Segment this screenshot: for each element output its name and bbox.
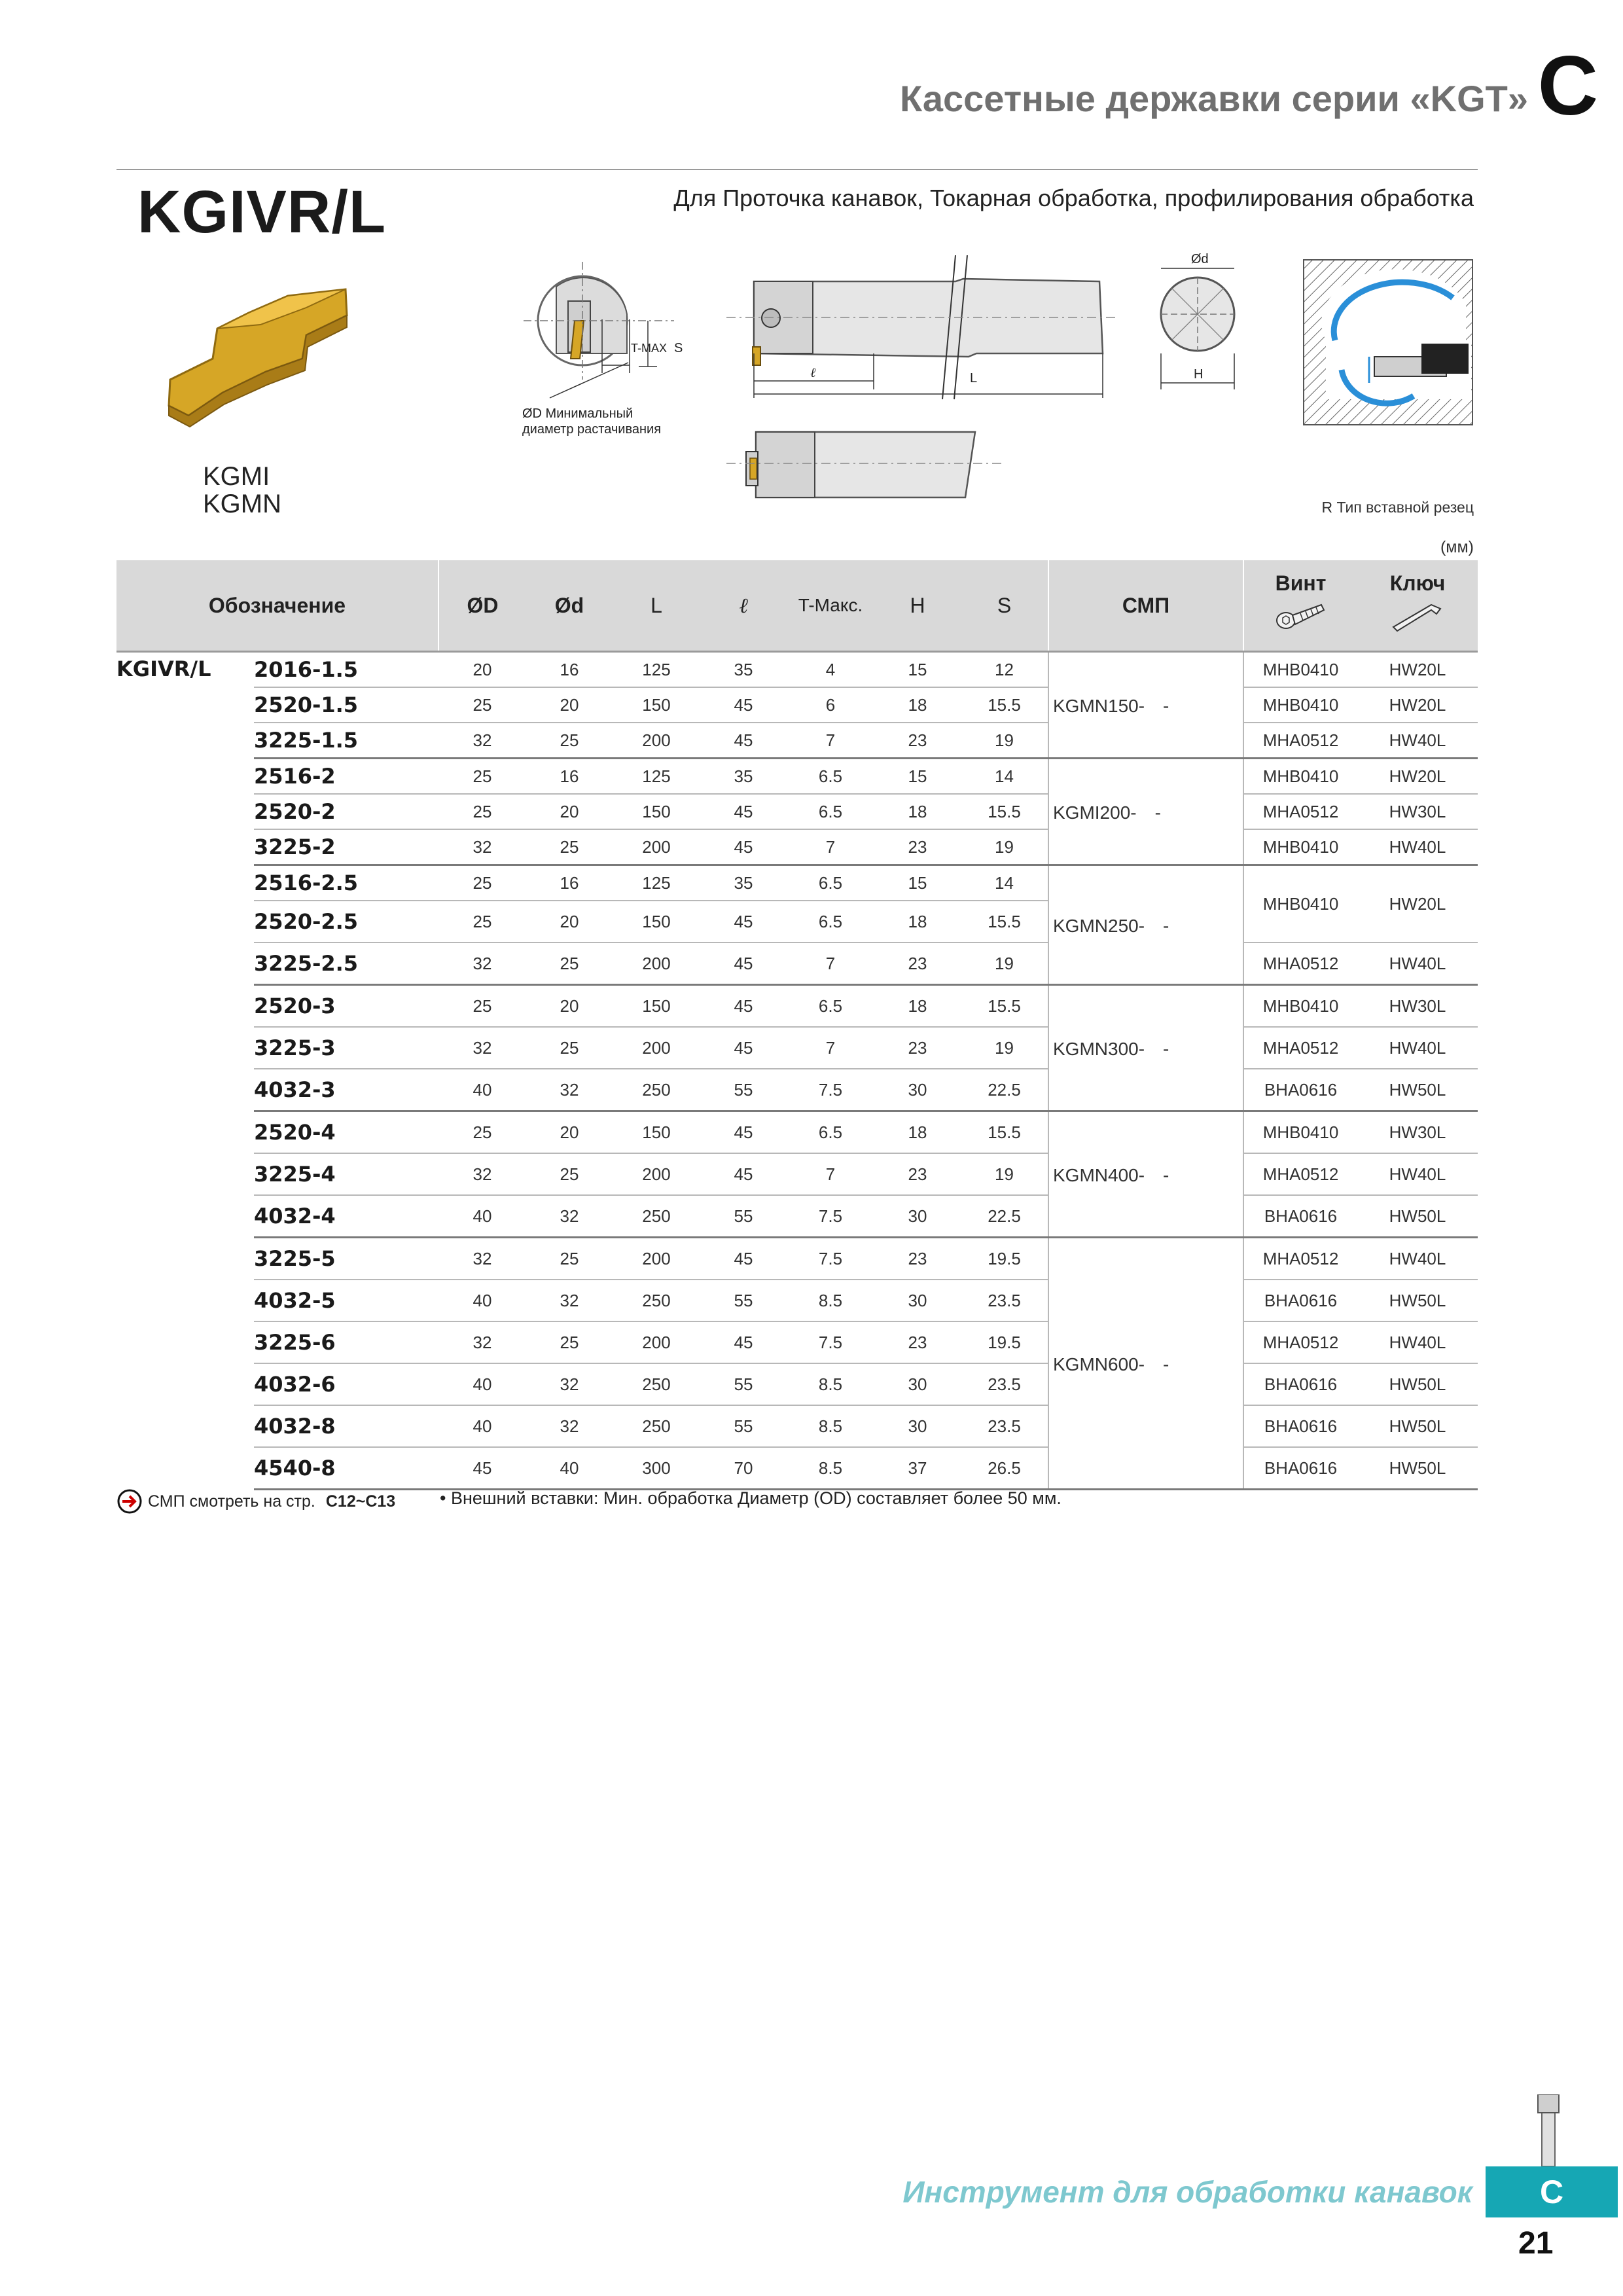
- cell-l: 35: [700, 759, 787, 795]
- cell-H: 23: [874, 1153, 961, 1195]
- cell-L: 250: [613, 1405, 700, 1447]
- cell-S: 19.5: [961, 1238, 1048, 1280]
- row-designation: 3225-5: [254, 1238, 438, 1280]
- cell-D: 32: [438, 1238, 526, 1280]
- cell-screw: MHB0410: [1243, 829, 1357, 865]
- r-type-note: R Тип вставной резец: [1321, 499, 1474, 516]
- row-designation: 2016-1.5: [254, 652, 438, 688]
- cell-H: 30: [874, 1363, 961, 1405]
- page-number: 21: [1518, 2226, 1554, 2261]
- d-label: Ød: [1191, 252, 1209, 266]
- col-header-d: Ød: [526, 560, 613, 652]
- cell-S: 19: [961, 942, 1048, 985]
- cell-L: 150: [613, 794, 700, 829]
- cell-key: HW50L: [1357, 1069, 1478, 1111]
- side-view-diagram: [726, 255, 1119, 406]
- insert-reference[interactable]: [116, 1488, 395, 1515]
- cell-H: 15: [874, 865, 961, 901]
- row-designation: 4032-8: [254, 1405, 438, 1447]
- row-designation: 3225-2: [254, 829, 438, 865]
- row-designation: 3225-2.5: [254, 942, 438, 985]
- cell-D: 40: [438, 1363, 526, 1405]
- table-row: [116, 1111, 1478, 1154]
- header-divider: [116, 169, 1478, 170]
- cell-screw: BHA0616: [1243, 1280, 1357, 1321]
- row-designation: 2520-2.5: [254, 901, 438, 942]
- col-header-S: S: [961, 560, 1048, 652]
- cell-D: 32: [438, 1027, 526, 1069]
- table-row: [116, 1321, 1478, 1363]
- cell-l: 45: [700, 1111, 787, 1154]
- cell-H: 37: [874, 1447, 961, 1490]
- cell-L: 125: [613, 865, 700, 901]
- cell-screw: MHB0410: [1243, 652, 1357, 688]
- cell-tmax: 7: [787, 1153, 874, 1195]
- row-designation: 4032-3: [254, 1069, 438, 1111]
- cell-key: HW30L: [1357, 985, 1478, 1028]
- cell-H: 23: [874, 1238, 961, 1280]
- cell-key: HW40L: [1357, 829, 1478, 865]
- cell-screw: MHB0410: [1243, 1111, 1357, 1154]
- col-header-D: ØD: [438, 560, 526, 652]
- cell-screw: MHB0410: [1243, 687, 1357, 723]
- cell-D: 25: [438, 759, 526, 795]
- cell-l: 45: [700, 687, 787, 723]
- cell-screw: MHA0512: [1243, 1238, 1357, 1280]
- cell-d: 25: [526, 723, 613, 759]
- cell-key: HW50L: [1357, 1447, 1478, 1490]
- cell-S: 12: [961, 652, 1048, 688]
- cell-H: 15: [874, 652, 961, 688]
- cell-key: HW20L: [1357, 865, 1478, 943]
- cell-l: 55: [700, 1195, 787, 1238]
- row-designation: 2516-2: [254, 759, 438, 795]
- cell-d: 16: [526, 759, 613, 795]
- cell-d: 20: [526, 1111, 613, 1154]
- cell-key: HW20L: [1357, 687, 1478, 723]
- t-max-label: T-MAX: [631, 342, 668, 355]
- cell-l: 35: [700, 652, 787, 688]
- insert-label-kgmi: KGMI: [203, 462, 270, 491]
- cell-l: 70: [700, 1447, 787, 1490]
- col-header-screw-label: Винт: [1275, 571, 1327, 595]
- od-min-note: [522, 406, 661, 437]
- cell-tmax: 6.5: [787, 1111, 874, 1154]
- cell-L: 125: [613, 759, 700, 795]
- cell-L: 150: [613, 1111, 700, 1154]
- table-row: [116, 1280, 1478, 1321]
- cell-tmax: 6.5: [787, 794, 874, 829]
- col-header-screw: [1243, 560, 1357, 652]
- table-row: [116, 759, 1478, 795]
- cell-L: 125: [613, 652, 700, 688]
- section-tab[interactable]: C: [1486, 2166, 1618, 2217]
- cell-D: 25: [438, 1111, 526, 1154]
- cell-S: 26.5: [961, 1447, 1048, 1490]
- cell-l: 45: [700, 1321, 787, 1363]
- row-designation: 2520-1.5: [254, 687, 438, 723]
- cell-l: 45: [700, 942, 787, 985]
- cell-L: 200: [613, 829, 700, 865]
- col-header-key: [1357, 560, 1478, 652]
- cell-tmax: 6: [787, 687, 874, 723]
- cell-l: 55: [700, 1069, 787, 1111]
- table-row: [116, 1027, 1478, 1069]
- cell-S: 22.5: [961, 1069, 1048, 1111]
- cell-d: 16: [526, 865, 613, 901]
- cell-H: 18: [874, 687, 961, 723]
- cell-H: 23: [874, 942, 961, 985]
- unit-note: (мм): [1440, 538, 1474, 556]
- cell-D: 32: [438, 1321, 526, 1363]
- cell-D: 32: [438, 942, 526, 985]
- cell-l: 45: [700, 794, 787, 829]
- row-designation: 3225-3: [254, 1027, 438, 1069]
- table-row: [116, 942, 1478, 985]
- side-view-diagram-2: [726, 419, 1001, 504]
- L-label: L: [970, 371, 978, 386]
- cell-key: HW40L: [1357, 1321, 1478, 1363]
- cell-S: 23.5: [961, 1363, 1048, 1405]
- cell-S: 15.5: [961, 901, 1048, 942]
- cell-screw: MHA0512: [1243, 794, 1357, 829]
- od-min-note-line1: ØD Минимальный: [522, 406, 633, 421]
- cell-S: 19: [961, 1153, 1048, 1195]
- cell-screw: MHB0410: [1243, 865, 1357, 943]
- cell-D: 32: [438, 829, 526, 865]
- cell-D: 45: [438, 1447, 526, 1490]
- cell-d: 16: [526, 652, 613, 688]
- cell-L: 250: [613, 1363, 700, 1405]
- table-row: [116, 865, 1478, 901]
- cell-l: 55: [700, 1280, 787, 1321]
- table-row: [116, 829, 1478, 865]
- cell-key: HW50L: [1357, 1363, 1478, 1405]
- cell-d: 25: [526, 1027, 613, 1069]
- cell-L: 250: [613, 1069, 700, 1111]
- cell-D: 32: [438, 723, 526, 759]
- cell-tmax: 8.5: [787, 1363, 874, 1405]
- cell-L: 200: [613, 1153, 700, 1195]
- cell-l: 45: [700, 985, 787, 1028]
- cell-S: 19: [961, 829, 1048, 865]
- cell-tmax: 8.5: [787, 1280, 874, 1321]
- table-row: [116, 1447, 1478, 1490]
- cell-l: 45: [700, 1238, 787, 1280]
- cell-d: 40: [526, 1447, 613, 1490]
- cell-l: 55: [700, 1405, 787, 1447]
- cell-S: 19: [961, 1027, 1048, 1069]
- cell-key: HW30L: [1357, 794, 1478, 829]
- insert-label-kgmn: KGMN: [203, 490, 281, 518]
- cell-key: HW30L: [1357, 1111, 1478, 1154]
- cell-L: 250: [613, 1195, 700, 1238]
- col-header-designation: Обозначение: [116, 560, 438, 652]
- row-designation: 4032-5: [254, 1280, 438, 1321]
- cell-l: 45: [700, 1153, 787, 1195]
- cell-tmax: 7.5: [787, 1321, 874, 1363]
- cell-key: HW40L: [1357, 942, 1478, 985]
- table-row: [116, 1405, 1478, 1447]
- cell-L: 200: [613, 1027, 700, 1069]
- row-designation: 4540-8: [254, 1447, 438, 1490]
- row-designation: 2520-4: [254, 1111, 438, 1154]
- cell-D: 32: [438, 1153, 526, 1195]
- col-header-smp: СМП: [1048, 560, 1243, 652]
- od-min-note-line2: диаметр растачивания: [522, 422, 662, 437]
- cell-screw: BHA0616: [1243, 1405, 1357, 1447]
- cell-tmax: 6.5: [787, 865, 874, 901]
- cell-smp: KGMN300- -: [1048, 985, 1243, 1111]
- cell-key: HW40L: [1357, 1153, 1478, 1195]
- cell-screw: BHA0616: [1243, 1447, 1357, 1490]
- cell-screw: MHA0512: [1243, 1153, 1357, 1195]
- cell-H: 23: [874, 723, 961, 759]
- cell-S: 15.5: [961, 794, 1048, 829]
- cell-H: 23: [874, 829, 961, 865]
- cell-d: 20: [526, 794, 613, 829]
- insert-reference-text: СМП смотреть на стр.: [148, 1492, 315, 1511]
- row-designation: 4032-4: [254, 1195, 438, 1238]
- cell-screw: BHA0616: [1243, 1069, 1357, 1111]
- cell-screw: MHA0512: [1243, 1027, 1357, 1069]
- cell-H: 30: [874, 1069, 961, 1111]
- row-designation: 2520-2: [254, 794, 438, 829]
- cell-d: 25: [526, 942, 613, 985]
- cell-tmax: 6.5: [787, 901, 874, 942]
- table-row: [116, 1238, 1478, 1280]
- cell-D: 25: [438, 985, 526, 1028]
- tool-thumbnail-icon: [1526, 2094, 1572, 2166]
- group-label: KGIVR/L: [116, 656, 211, 681]
- cell-key: HW40L: [1357, 723, 1478, 759]
- cell-key: HW50L: [1357, 1280, 1478, 1321]
- table-row: [116, 1195, 1478, 1238]
- cell-l: 45: [700, 901, 787, 942]
- end-view-diagram: [1152, 249, 1263, 399]
- cell-d: 32: [526, 1280, 613, 1321]
- col-header-tmax: T-Макс.: [787, 560, 874, 652]
- category-footer: Инструмент для обработки канавок: [902, 2175, 1472, 2209]
- cell-d: 25: [526, 829, 613, 865]
- cell-L: 200: [613, 1321, 700, 1363]
- cell-D: 25: [438, 794, 526, 829]
- insert-reference-pages[interactable]: C12~C13: [325, 1492, 396, 1511]
- application-subtitle: Для Проточка канавок, Токарная обработка, профилирования обработка: [673, 185, 1474, 211]
- table-row: [116, 723, 1478, 759]
- spec-table: [116, 560, 1478, 1490]
- machining-illustration: [1302, 259, 1476, 429]
- cell-S: 23.5: [961, 1280, 1048, 1321]
- section-title: Кассетные державки серии «KGT»: [899, 78, 1528, 119]
- screw-icon: [1272, 596, 1330, 635]
- cell-D: 25: [438, 901, 526, 942]
- cell-L: 150: [613, 901, 700, 942]
- cell-S: 14: [961, 865, 1048, 901]
- table-row: [116, 1363, 1478, 1405]
- cell-S: 22.5: [961, 1195, 1048, 1238]
- cell-S: 19: [961, 723, 1048, 759]
- insert-illustration: [151, 281, 360, 439]
- row-designation: 3225-1.5: [254, 723, 438, 759]
- row-designation: 3225-4: [254, 1153, 438, 1195]
- cell-S: 23.5: [961, 1405, 1048, 1447]
- cell-L: 200: [613, 723, 700, 759]
- cell-H: 15: [874, 759, 961, 795]
- cell-smp: KGMI200- -: [1048, 759, 1243, 865]
- hex-key-icon: [1388, 596, 1447, 635]
- cell-D: 20: [438, 652, 526, 688]
- model-title: KGIVR/L: [137, 179, 387, 245]
- cell-key: HW50L: [1357, 1195, 1478, 1238]
- cell-tmax: 7.5: [787, 1069, 874, 1111]
- cell-key: HW20L: [1357, 759, 1478, 795]
- cell-tmax: 7: [787, 1027, 874, 1069]
- cell-d: 32: [526, 1069, 613, 1111]
- cell-d: 32: [526, 1195, 613, 1238]
- cell-d: 32: [526, 1363, 613, 1405]
- cell-S: 15.5: [961, 985, 1048, 1028]
- cell-H: 30: [874, 1195, 961, 1238]
- table-row: [116, 1153, 1478, 1195]
- cell-tmax: 8.5: [787, 1447, 874, 1490]
- cell-D: 25: [438, 687, 526, 723]
- cell-S: 19.5: [961, 1321, 1048, 1363]
- cell-H: 30: [874, 1280, 961, 1321]
- col-header-H: H: [874, 560, 961, 652]
- cell-l: 35: [700, 865, 787, 901]
- row-designation: 3225-6: [254, 1321, 438, 1363]
- cell-d: 25: [526, 1321, 613, 1363]
- row-designation: 2520-3: [254, 985, 438, 1028]
- table-row: [116, 687, 1478, 723]
- cell-D: 40: [438, 1069, 526, 1111]
- row-designation: 2516-2.5: [254, 865, 438, 901]
- cell-H: 23: [874, 1027, 961, 1069]
- cell-D: 25: [438, 865, 526, 901]
- cell-l: 45: [700, 723, 787, 759]
- table-row: [116, 1069, 1478, 1111]
- cell-smp: KGMN150- -: [1048, 652, 1243, 759]
- cell-H: 23: [874, 1321, 961, 1363]
- cell-d: 20: [526, 901, 613, 942]
- cell-L: 150: [613, 985, 700, 1028]
- cell-H: 30: [874, 1405, 961, 1447]
- cell-tmax: 7.5: [787, 1195, 874, 1238]
- cell-key: HW50L: [1357, 1405, 1478, 1447]
- cell-S: 15.5: [961, 687, 1048, 723]
- cell-l: 45: [700, 1027, 787, 1069]
- cell-screw: MHA0512: [1243, 942, 1357, 985]
- H-label: H: [1194, 367, 1204, 382]
- cell-screw: MHB0410: [1243, 759, 1357, 795]
- cell-L: 200: [613, 1238, 700, 1280]
- cell-screw: BHA0616: [1243, 1195, 1357, 1238]
- cell-smp: KGMN400- -: [1048, 1111, 1243, 1238]
- col-header-key-label: Ключ: [1389, 571, 1446, 595]
- cell-key: HW20L: [1357, 652, 1478, 688]
- cell-key: HW40L: [1357, 1238, 1478, 1280]
- col-header-L: L: [613, 560, 700, 652]
- cell-smp: KGMN250- -: [1048, 865, 1243, 985]
- cell-key: HW40L: [1357, 1027, 1478, 1069]
- cell-d: 25: [526, 1238, 613, 1280]
- cell-L: 150: [613, 687, 700, 723]
- cell-L: 300: [613, 1447, 700, 1490]
- cell-L: 250: [613, 1280, 700, 1321]
- cell-tmax: 7: [787, 829, 874, 865]
- table-row: [116, 652, 1478, 688]
- cell-tmax: 4: [787, 652, 874, 688]
- cell-tmax: 7: [787, 723, 874, 759]
- cell-tmax: 6.5: [787, 759, 874, 795]
- section-letter: C: [1537, 39, 1598, 133]
- l-small-label: ℓ: [810, 366, 816, 380]
- cell-S: 14: [961, 759, 1048, 795]
- cell-tmax: 8.5: [787, 1405, 874, 1447]
- cell-H: 18: [874, 985, 961, 1028]
- col-header-l: ℓ: [700, 560, 787, 652]
- page-reference-icon: [116, 1488, 143, 1515]
- cell-H: 18: [874, 794, 961, 829]
- cell-d: 25: [526, 1153, 613, 1195]
- cell-D: 40: [438, 1280, 526, 1321]
- cell-H: 18: [874, 1111, 961, 1154]
- cell-screw: MHB0410: [1243, 985, 1357, 1028]
- cell-l: 55: [700, 1363, 787, 1405]
- cell-tmax: 7.5: [787, 1238, 874, 1280]
- cell-D: 40: [438, 1195, 526, 1238]
- cell-d: 20: [526, 687, 613, 723]
- cell-screw: BHA0616: [1243, 1363, 1357, 1405]
- table-row: [116, 985, 1478, 1028]
- external-insert-note: • Внешний вставки: Мин. обработка Диаметр (OD) составляет более 50 мм.: [440, 1488, 1061, 1508]
- table-header-row: [116, 560, 1478, 652]
- cell-H: 18: [874, 901, 961, 942]
- row-designation: 4032-6: [254, 1363, 438, 1405]
- cell-D: 40: [438, 1405, 526, 1447]
- cell-screw: MHA0512: [1243, 723, 1357, 759]
- cell-smp: KGMN600- -: [1048, 1238, 1243, 1490]
- cell-tmax: 6.5: [787, 985, 874, 1028]
- cell-tmax: 7: [787, 942, 874, 985]
- cell-d: 32: [526, 1405, 613, 1447]
- cell-l: 45: [700, 829, 787, 865]
- cell-d: 20: [526, 985, 613, 1028]
- cell-L: 200: [613, 942, 700, 985]
- cell-screw: MHA0512: [1243, 1321, 1357, 1363]
- cell-S: 15.5: [961, 1111, 1048, 1154]
- s-label: S: [674, 341, 683, 355]
- table-row: [116, 794, 1478, 829]
